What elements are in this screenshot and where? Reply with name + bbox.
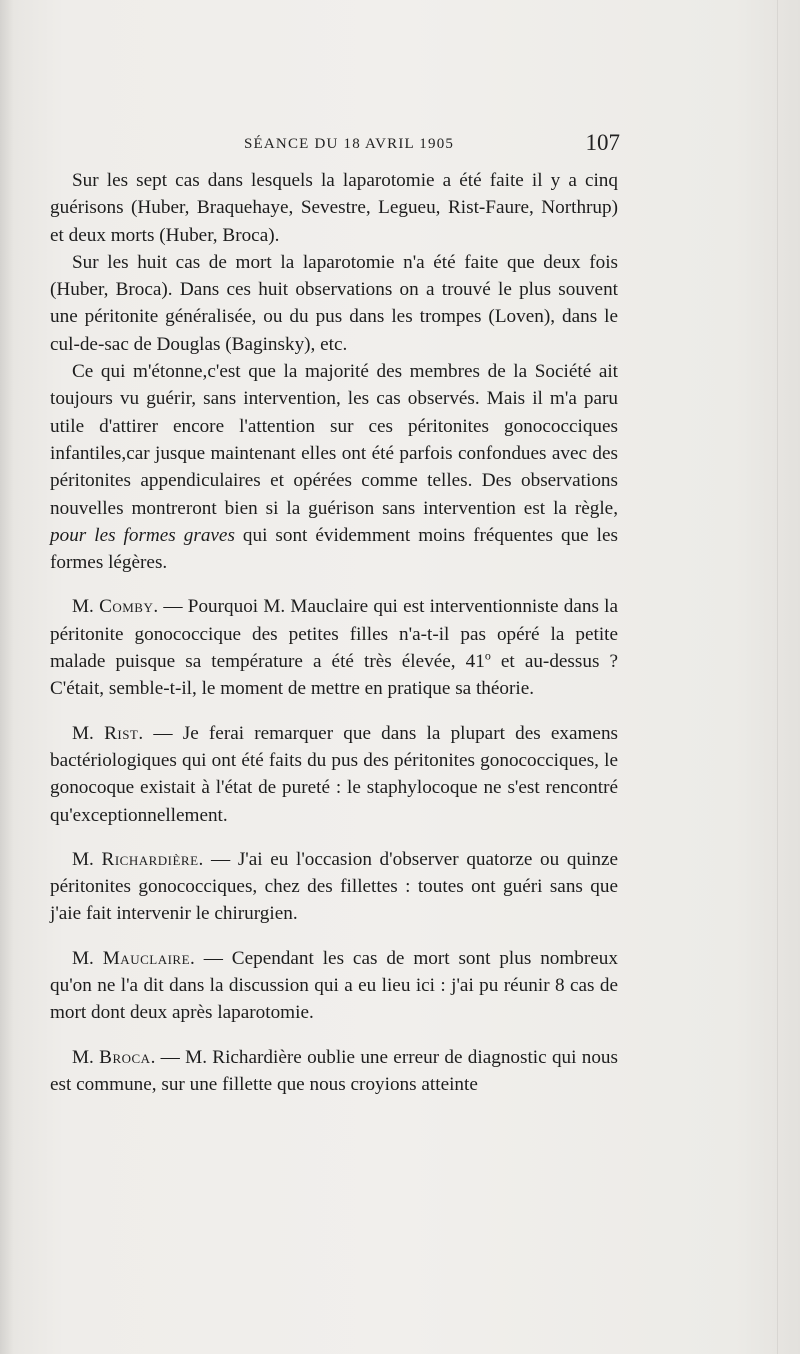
- paragraph-comby: [50, 593, 618, 702]
- paragraph-text: Ce qui m'étonne,c'est que la majorité des membres de la Société ait toujours vu guérir, sans intervention, les cas observés. Mais il m'a paru utile d'attirer encore l'attention sur ces péritonites gonococciques infantiles,car jusque maintenant elles ont été parfois confondues avec des péritonites appendiculaires et opérées comme telles. Des observations nouvelles montreront bien si la guérison sans intervention est la règle,: [50, 361, 618, 519]
- paragraph-text: qui sont évidemment moins fréquentes que les formes légères.: [50, 524, 618, 574]
- paragraph-text: . — Cependant les cas de mort sont plus nombreux qu'on ne l'a dit dans la discussion qui a eu lieu ici : j'ai pu réunir 8 cas de mort dont deux après laparotomie.: [50, 947, 618, 1024]
- speaker-name: Broca: [99, 1046, 151, 1068]
- page-header: [60, 130, 620, 160]
- paragraph-rist: [50, 720, 618, 829]
- paragraph-mauclaire: [50, 945, 618, 1027]
- paragraph-text: . — J'ai eu l'occasion d'observer quatorze ou quinze péritonites gonococciques, chez des fillettes : toutes ont guéri sans que j'aie fait intervenir le chirurgien.: [50, 848, 619, 925]
- speaker-name: Rist: [104, 722, 139, 744]
- speaker-name: Richardière: [101, 848, 199, 870]
- italic-emphasis: pour les formes graves: [50, 524, 235, 546]
- degree-superscript: o: [484, 648, 491, 663]
- paragraph-author-remarks: [50, 358, 618, 576]
- speaker-prefix: M.: [72, 1046, 100, 1068]
- paragraph-richardiere: [50, 846, 618, 928]
- paragraph-text: . — Pourquoi M. Mauclaire qui est interventionniste dans la péritonite gonococcique des petites filles n'a-t-il pas opéré la petite malade puisque sa température a été très élevée, 41: [50, 596, 618, 673]
- paragraph-text: et au-dessus ? C'était, semble-t-il, le moment de mettre en pratique sa théorie.: [50, 651, 619, 700]
- page-number: 107: [585, 130, 620, 155]
- paragraph-text: . — M. Richardière oublie une erreur de diagnostic qui nous est commune, sur une fillette que nous croyions atteinte: [50, 1046, 618, 1095]
- page-crease: [777, 0, 778, 1354]
- page-edge-shadow: [0, 0, 14, 1354]
- speaker-prefix: M.: [72, 722, 105, 744]
- body-text: [50, 167, 618, 1098]
- speaker-name: Comby: [99, 596, 154, 618]
- speaker-prefix: M.: [72, 848, 102, 870]
- paragraph-death-cases: Sur les huit cas de mort la laparotomie n'a été faite que deux fois (Huber, Broca). Dans ces huit observations on a trouvé le plus souvent une péritonite généralisée, ou du pus dans les trompes (Loven), dans le cul-de-sac de Douglas (Baginsky), etc.: [50, 251, 618, 355]
- speaker-prefix: M.: [72, 596, 100, 618]
- speaker-name: Mauclaire: [102, 947, 191, 969]
- running-title: SÉANCE DU 18 AVRIL 1905: [244, 136, 455, 152]
- paragraph-laparotomy-cases: Sur les sept cas dans lesquels la laparotomie a été faite il y a cinq guérisons (Huber, Braquehaye, Sevestre, Legueu, Rist-Faure, Northrup) et deux morts (Huber, Broca).: [50, 170, 618, 246]
- paragraph-broca: [50, 1044, 618, 1099]
- paragraph-text: . — Je ferai remarquer que dans la plupart des examens bactériologiques qui ont été faits du pus des péritonites gonococciques, le gonocoque existait à l'état de pureté : le staphylocoque ne s'est rencontré qu'exceptionnellement.: [50, 722, 619, 826]
- speaker-prefix: M.: [72, 947, 103, 969]
